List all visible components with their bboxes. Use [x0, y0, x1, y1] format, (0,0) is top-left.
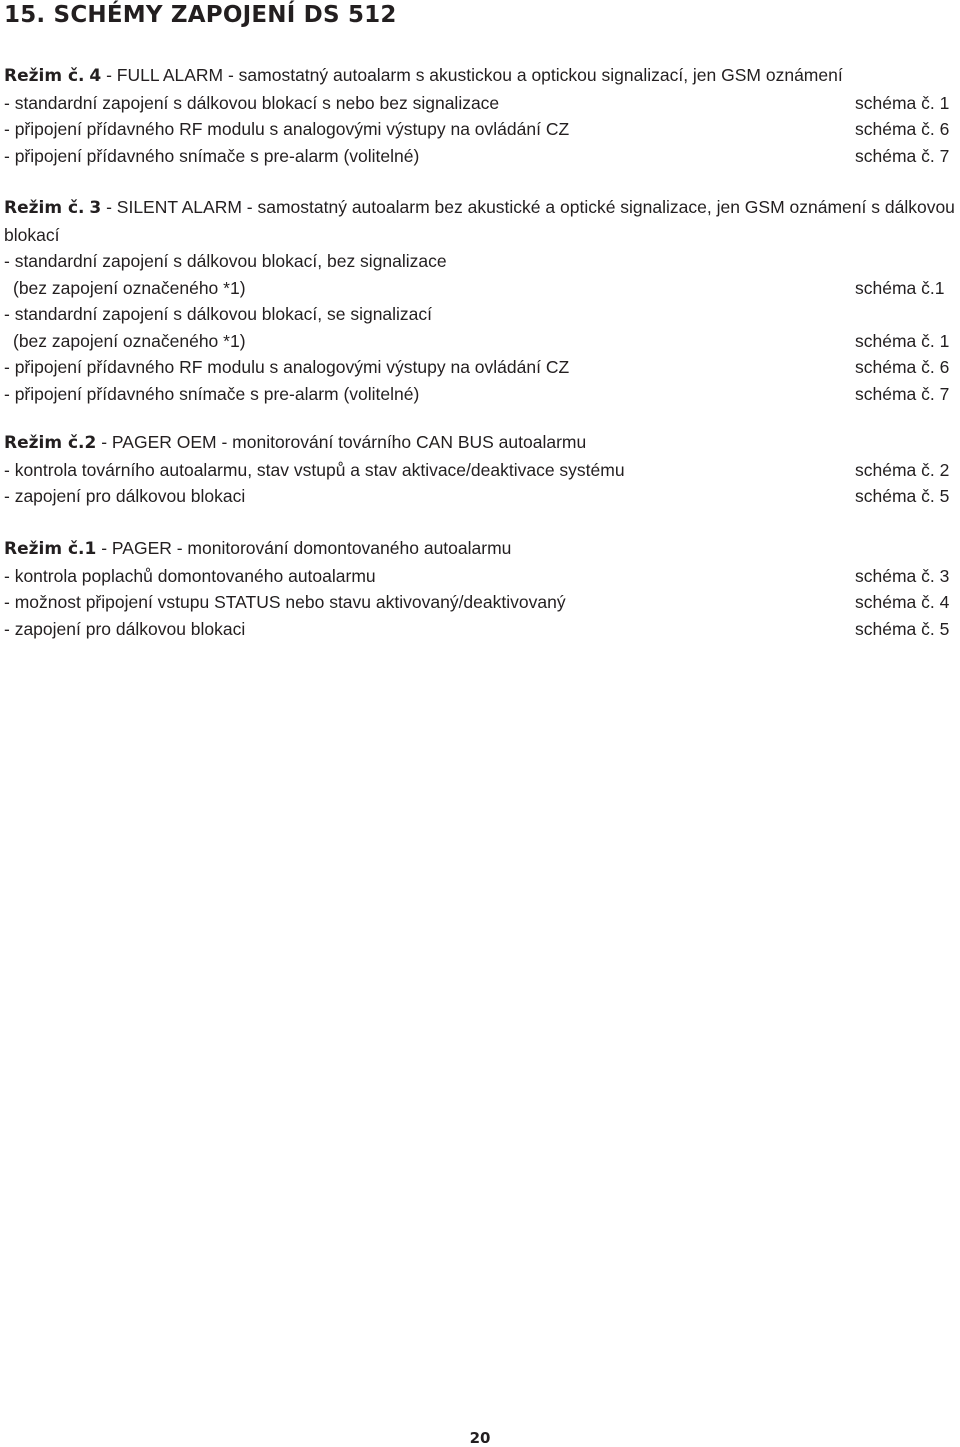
row-label: - standardní zapojení s dálkovou blokací, se signalizací [4, 304, 433, 324]
scheme-row [4, 116, 956, 143]
scheme-reference: schéma č.1 [855, 277, 945, 298]
scheme-reference: schéma č. 5 [855, 486, 950, 506]
row-label: - možnost připojení vstupu STATUS nebo stavu aktivovaný/deaktivovaný [4, 592, 566, 612]
scheme-reference: schéma č. 4 [855, 592, 950, 612]
mode-prefix: Režim č. [4, 198, 85, 218]
scheme-row [4, 275, 956, 302]
row-label: - standardní zapojení s dálkovou blokací, bez signalizace [4, 251, 447, 271]
scheme-row [4, 381, 956, 408]
row-label: - připojení přídavného snímače s pre-alarm (volitelné) [4, 145, 420, 166]
scheme-reference: schéma č. 6 [855, 357, 950, 377]
scheme-row [4, 248, 956, 275]
mode-number: 1 [84, 539, 97, 559]
mode-heading [4, 62, 956, 90]
scheme-row [4, 90, 956, 117]
mode-number: 4 [89, 66, 102, 86]
mode-description: - FULL ALARM - samostatný autoalarm s akustickou a optickou signalizací, jen GSM oznámení [101, 65, 843, 85]
mode-section-3 [4, 194, 956, 407]
mode-description: - SILENT ALARM - samostatný autoalarm bez akustické a optické signalizace, jen GSM oznámení s dálkovou blokací [4, 197, 955, 245]
mode-number: 2 [84, 433, 97, 453]
scheme-reference: schéma č. 7 [855, 145, 950, 166]
row-label: - zapojení pro dálkovou blokaci [4, 486, 246, 506]
scheme-row [4, 483, 956, 510]
mode-section-1 [4, 535, 956, 642]
scheme-reference: schéma č. 5 [855, 618, 950, 639]
mode-description: - PAGER OEM - monitorování továrního CAN BUS autoalarmu [96, 432, 587, 452]
mode-heading [4, 535, 956, 563]
mode-heading [4, 194, 956, 248]
scheme-reference: schéma č. 1 [855, 330, 950, 351]
page-title: 15. SCHÉMY ZAPOJENÍ DS 512 [4, 2, 397, 28]
scheme-reference: schéma č. 1 [855, 92, 950, 113]
row-label: - připojení přídavného RF modulu s analogovými výstupy na ovládání CZ [4, 119, 570, 139]
scheme-row [4, 457, 956, 484]
row-label: - standardní zapojení s dálkovou blokací s nebo bez signalizace [4, 92, 500, 113]
scheme-row [4, 354, 956, 381]
row-label: - připojení přídavného snímače s pre-alarm (volitelné) [4, 383, 420, 404]
scheme-row [4, 563, 956, 590]
scheme-reference: schéma č. 2 [855, 459, 950, 480]
row-label: - kontrola poplachů domontovaného autoalarmu [4, 565, 376, 586]
scheme-reference: schéma č. 3 [855, 565, 950, 586]
mode-prefix: Režim č. [4, 66, 85, 86]
row-label: (bez zapojení označeného *1) [13, 330, 246, 351]
row-label: (bez zapojení označeného *1) [13, 277, 246, 298]
scheme-row [4, 301, 956, 328]
page-number: 20 [469, 1429, 491, 1447]
row-label: - připojení přídavného RF modulu s analogovými výstupy na ovládání CZ [4, 357, 570, 377]
row-label: - zapojení pro dálkovou blokaci [4, 618, 246, 639]
mode-prefix: Režim č. [4, 433, 85, 453]
scheme-reference: schéma č. 6 [855, 119, 950, 139]
mode-prefix: Režim č. [4, 539, 85, 559]
mode-section-4 [4, 62, 956, 169]
scheme-row [4, 328, 956, 355]
scheme-row [4, 143, 956, 170]
scheme-reference: schéma č. 7 [855, 383, 950, 404]
mode-section-2 [4, 429, 956, 510]
mode-number: 3 [89, 198, 102, 218]
scheme-row [4, 616, 956, 643]
row-label: - kontrola továrního autoalarmu, stav vstupů a stav aktivace/deaktivace systému [4, 459, 625, 480]
mode-heading [4, 429, 956, 457]
scheme-row [4, 589, 956, 616]
mode-description: - PAGER - monitorování domontovaného autoalarmu [96, 538, 512, 558]
